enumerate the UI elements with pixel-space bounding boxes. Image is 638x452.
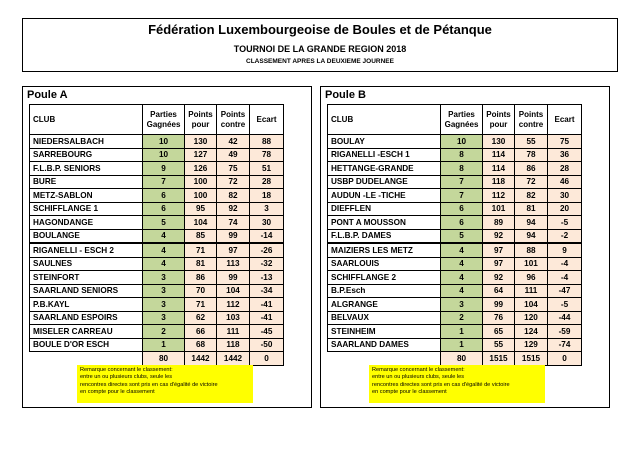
table-row [328,338,582,352]
points-pour-cell: 114 [483,148,515,162]
points-pour-cell: 126 [185,162,217,176]
table-header-row [30,105,284,135]
ranking-note: Remarque concernant le classement: entre un ou plusieurs clubs, seule les rencontres directes sont pris en cas d'égalité de victoire en compte pour le classement [369,365,545,403]
total-points-pour-cell: 1515 [483,352,515,366]
table-row [30,148,284,162]
points-pour-cell: 104 [185,216,217,230]
points-pour-header: Points pour [185,105,217,135]
points-contre-cell: 81 [515,202,548,216]
club-name-cell: MISELER CARREAU [30,325,143,339]
ecart-cell: -41 [250,298,284,312]
parties-gagnees-cell: 1 [441,338,483,352]
points-contre-cell: 103 [217,311,250,325]
club-name-cell: BURE [30,175,143,189]
ecart-cell: 3 [250,202,284,216]
parties-gagnees-cell: 1 [143,338,185,352]
table-row [328,311,582,325]
poule-a-table [29,104,284,366]
points-contre-cell: 92 [217,202,250,216]
points-pour-cell: 65 [483,325,515,339]
parties-gagnees-cell: 3 [441,298,483,312]
table-row [328,216,582,230]
club-name-cell: AUDUN -LE -TICHE [328,189,441,203]
parties-gagnees-cell: 4 [441,243,483,257]
club-name-cell: SAARLAND ESPOIRS [30,311,143,325]
parties-gagnees-cell: 5 [441,229,483,243]
parties-gagnees-cell: 3 [143,271,185,285]
parties-gagnees-cell: 4 [143,229,185,243]
points-contre-cell: 88 [515,243,548,257]
points-pour-cell: 118 [483,175,515,189]
club-name-cell: METZ-SABLON [30,189,143,203]
table-row [30,135,284,149]
points-contre-cell: 49 [217,148,250,162]
points-contre-header: Points contre [217,105,250,135]
parties-gagnees-cell: 6 [441,202,483,216]
points-pour-cell: 85 [185,229,217,243]
poule-b-table [327,104,582,366]
federation-title: Fédération Luxembourgeoise de Boules et de Pétanque [148,22,492,37]
points-contre-header: Points contre [515,105,548,135]
club-name-cell: SARREBOURG [30,148,143,162]
ecart-cell: -41 [250,311,284,325]
table-row [328,271,582,285]
parties-gagnees-cell: 8 [441,148,483,162]
table-row [328,175,582,189]
total-ecart-cell: 0 [250,352,284,366]
ecart-cell: 78 [250,148,284,162]
club-name-cell: NIEDERSALBACH [30,135,143,149]
points-contre-cell: 78 [515,148,548,162]
table-row [328,325,582,339]
poule-a-title: Poule A [27,89,68,101]
club-name-cell: SCHIFFLANGE 1 [30,202,143,216]
ecart-cell: 88 [250,135,284,149]
parties-gagnees-cell: 9 [143,162,185,176]
table-row [30,284,284,298]
points-pour-cell: 81 [185,257,217,271]
club-name-cell: SAARLAND SENIORS [30,284,143,298]
ecart-cell: -5 [548,216,582,230]
ecart-header: Ecart [250,105,284,135]
ecart-cell: 36 [548,148,582,162]
parties-gagnees-cell: 6 [143,202,185,216]
poule-a-panel [22,86,312,408]
table-row [30,189,284,203]
points-contre-cell: 42 [217,135,250,149]
parties-gagnees-cell: 7 [441,189,483,203]
total-parties-gagnees-cell: 80 [143,352,185,366]
ranking-subtitle: CLASSEMENT APRES LA DEUXIEME JOURNEE [246,58,394,65]
parties-gagnees-cell: 4 [441,284,483,298]
club-name-cell: RIGANELLI - ESCH 2 [30,243,143,257]
points-pour-cell: 130 [483,135,515,149]
club-name-cell: MAIZIERS LES METZ [328,243,441,257]
club-name-cell: HETTANGE-GRANDE [328,162,441,176]
parties-gagnees-cell: 10 [143,135,185,149]
parties-gagnees-cell: 4 [441,271,483,285]
points-pour-cell: 71 [185,298,217,312]
points-contre-cell: 99 [217,271,250,285]
parties-gagnees-cell: 10 [143,148,185,162]
points-contre-cell: 82 [515,189,548,203]
points-pour-cell: 99 [483,298,515,312]
points-contre-cell: 94 [515,216,548,230]
table-row [30,175,284,189]
points-pour-cell: 86 [185,271,217,285]
ecart-cell: 18 [250,189,284,203]
table-row [30,202,284,216]
table-row [328,202,582,216]
ecart-cell: -47 [548,284,582,298]
points-contre-cell: 97 [217,243,250,257]
table-row [30,216,284,230]
club-name-cell: USBP DUDELANGE [328,175,441,189]
ecart-cell: -32 [250,257,284,271]
club-name-cell: SCHIFFLANGE 2 [328,271,441,285]
ecart-cell: -2 [548,229,582,243]
table-row [328,162,582,176]
club-name-cell: STEINHEIM [328,325,441,339]
club-name-cell: BOULE D'OR ESCH [30,338,143,352]
points-contre-cell: 104 [515,298,548,312]
total-points-contre-cell: 1442 [217,352,250,366]
club-name-cell: F.L.B.P. DAMES [328,229,441,243]
ecart-cell: -45 [250,325,284,339]
points-pour-cell: 97 [483,257,515,271]
table-row [328,148,582,162]
points-contre-cell: 96 [515,271,548,285]
points-pour-cell: 130 [185,135,217,149]
ecart-cell: -44 [548,311,582,325]
club-name-cell: PONT A MOUSSON [328,216,441,230]
points-pour-cell: 89 [483,216,515,230]
parties-gagnees-cell: 5 [143,216,185,230]
parties-header: Parties Gagnées [441,105,483,135]
points-contre-cell: 99 [217,229,250,243]
points-pour-cell: 66 [185,325,217,339]
points-pour-cell: 62 [185,311,217,325]
points-contre-cell: 72 [515,175,548,189]
poule-b-title: Poule B [325,89,366,101]
points-contre-cell: 118 [217,338,250,352]
points-pour-cell: 100 [185,175,217,189]
ecart-cell: -74 [548,338,582,352]
points-pour-cell: 92 [483,229,515,243]
table-row [30,162,284,176]
parties-gagnees-cell: 7 [441,175,483,189]
parties-gagnees-cell: 8 [441,162,483,176]
points-contre-cell: 72 [217,175,250,189]
total-label-cell [328,352,441,366]
total-row [328,352,582,366]
club-name-cell: DIEFFLEN [328,202,441,216]
ecart-cell: -13 [250,271,284,285]
points-contre-cell: 129 [515,338,548,352]
parties-header: Parties Gagnées [143,105,185,135]
points-pour-cell: 71 [185,243,217,257]
points-contre-cell: 111 [217,325,250,339]
points-contre-cell: 112 [217,298,250,312]
points-contre-cell: 113 [217,257,250,271]
points-contre-cell: 55 [515,135,548,149]
points-contre-cell: 75 [217,162,250,176]
ecart-cell: -34 [250,284,284,298]
ecart-cell: 28 [250,175,284,189]
parties-gagnees-cell: 4 [143,243,185,257]
points-pour-cell: 97 [483,243,515,257]
total-row [30,352,284,366]
points-contre-cell: 111 [515,284,548,298]
ecart-cell: 20 [548,202,582,216]
points-pour-cell: 127 [185,148,217,162]
club-name-cell: SAULNES [30,257,143,271]
table-row [328,189,582,203]
ecart-cell: 30 [548,189,582,203]
table-row [328,298,582,312]
ecart-cell: 30 [250,216,284,230]
parties-gagnees-cell: 4 [143,257,185,271]
ecart-cell: 9 [548,243,582,257]
total-points-pour-cell: 1442 [185,352,217,366]
total-label-cell [30,352,143,366]
parties-gagnees-cell: 1 [441,325,483,339]
points-pour-cell: 68 [185,338,217,352]
points-pour-header: Points pour [483,105,515,135]
points-contre-cell: 94 [515,229,548,243]
table-row [30,257,284,271]
ecart-cell: 51 [250,162,284,176]
club-header: CLUB [328,105,441,135]
club-name-cell: BOULANGE [30,229,143,243]
ecart-cell: -4 [548,271,582,285]
ecart-cell: 75 [548,135,582,149]
ecart-cell: 28 [548,162,582,176]
ecart-header: Ecart [548,105,582,135]
ecart-cell: -5 [548,298,582,312]
table-row [328,135,582,149]
ecart-cell: -26 [250,243,284,257]
total-ecart-cell: 0 [548,352,582,366]
ecart-cell: -50 [250,338,284,352]
ranking-note: Remarque concernant le classement: entre un ou plusieurs clubs, seule les rencontres directes sont pris en cas d'égalité de victoire en compte pour le classement [77,365,253,403]
points-pour-cell: 95 [185,202,217,216]
table-row [30,298,284,312]
ecart-cell: -59 [548,325,582,339]
points-pour-cell: 70 [185,284,217,298]
points-contre-cell: 104 [217,284,250,298]
table-row [30,243,284,257]
points-pour-cell: 92 [483,271,515,285]
table-row [328,243,582,257]
club-name-cell: ALGRANGE [328,298,441,312]
club-name-cell: F.L.B.P. SENIORS [30,162,143,176]
club-name-cell: RIGANELLI -ESCH 1 [328,148,441,162]
table-row [328,229,582,243]
club-name-cell: BELVAUX [328,311,441,325]
points-pour-cell: 112 [483,189,515,203]
parties-gagnees-cell: 7 [143,175,185,189]
points-contre-cell: 101 [515,257,548,271]
parties-gagnees-cell: 3 [143,284,185,298]
document-header [22,18,618,72]
ecart-cell: -4 [548,257,582,271]
club-header: CLUB [30,105,143,135]
club-name-cell: SAARLAND DAMES [328,338,441,352]
parties-gagnees-cell: 10 [441,135,483,149]
poule-b-panel [320,86,610,408]
points-contre-cell: 120 [515,311,548,325]
ecart-cell: 46 [548,175,582,189]
table-row [30,229,284,243]
club-name-cell: BOULAY [328,135,441,149]
total-points-contre-cell: 1515 [515,352,548,366]
club-name-cell: P.B.KAYL [30,298,143,312]
points-pour-cell: 101 [483,202,515,216]
ecart-cell: -14 [250,229,284,243]
parties-gagnees-cell: 4 [441,257,483,271]
points-pour-cell: 76 [483,311,515,325]
points-contre-cell: 82 [217,189,250,203]
points-contre-cell: 124 [515,325,548,339]
points-pour-cell: 64 [483,284,515,298]
points-contre-cell: 74 [217,216,250,230]
club-name-cell: HAGONDANGE [30,216,143,230]
club-name-cell: SAARLOUIS [328,257,441,271]
table-row [30,271,284,285]
club-name-cell: B.P.Esch [328,284,441,298]
tournament-title: TOURNOI DE LA GRANDE REGION 2018 [233,44,407,54]
total-parties-gagnees-cell: 80 [441,352,483,366]
table-row [328,257,582,271]
points-pour-cell: 100 [185,189,217,203]
club-name-cell: STEINFORT [30,271,143,285]
table-row [328,284,582,298]
table-row [30,325,284,339]
parties-gagnees-cell: 6 [143,189,185,203]
table-row [30,338,284,352]
points-contre-cell: 86 [515,162,548,176]
table-header-row [328,105,582,135]
parties-gagnees-cell: 6 [441,216,483,230]
parties-gagnees-cell: 2 [441,311,483,325]
points-pour-cell: 114 [483,162,515,176]
parties-gagnees-cell: 3 [143,298,185,312]
points-pour-cell: 55 [483,338,515,352]
table-row [30,311,284,325]
parties-gagnees-cell: 2 [143,325,185,339]
parties-gagnees-cell: 3 [143,311,185,325]
